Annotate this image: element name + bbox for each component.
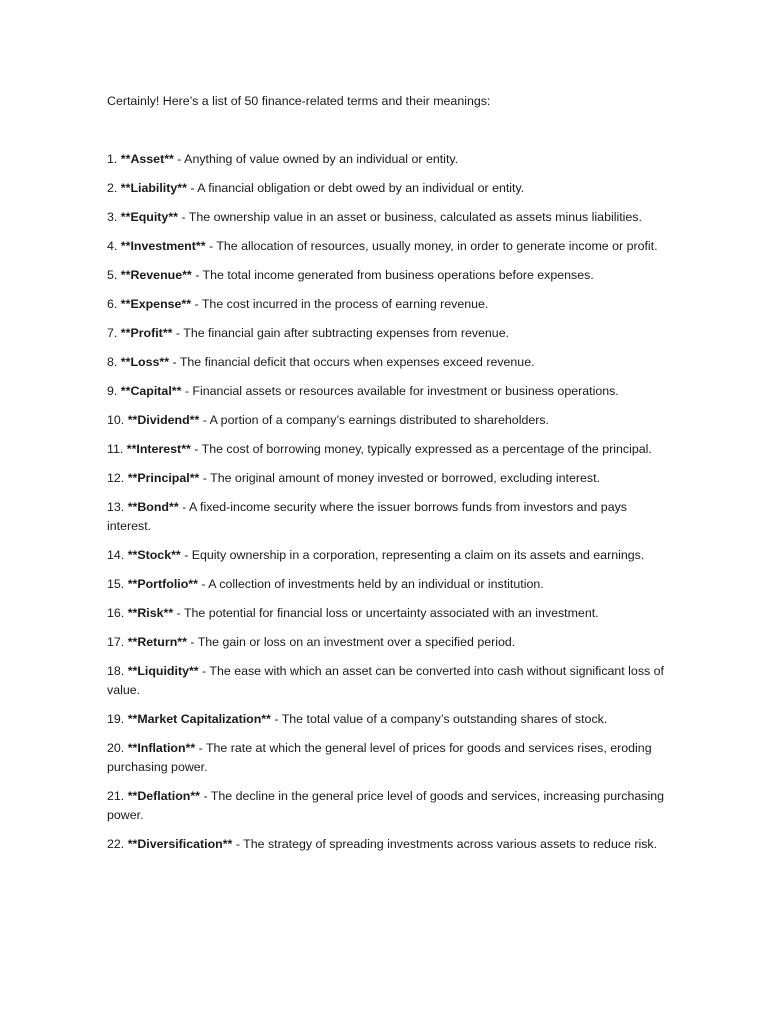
markdown-marker: ** (188, 577, 198, 591)
list-item (107, 662, 668, 700)
item-number: 14. (107, 548, 125, 562)
item-definition: - Anything of value owned by an individual or entity. (173, 152, 459, 166)
list-item (107, 604, 668, 623)
item-number: 5. (107, 268, 118, 282)
item-definition: - The gain or loss on an investment over a specified period. (186, 635, 516, 649)
list-item (107, 835, 668, 854)
item-number: 22. (107, 837, 125, 851)
markdown-marker: ** (171, 384, 182, 398)
markdown-marker: ** (120, 384, 131, 398)
list-item (107, 150, 668, 169)
item-number: 17. (107, 635, 125, 649)
list-item (107, 411, 668, 430)
list-item (107, 382, 668, 401)
list-item (107, 575, 668, 594)
item-number: 2. (107, 181, 118, 195)
item-term: Inflation (137, 741, 186, 755)
markdown-marker: ** (127, 606, 138, 620)
markdown-marker: ** (163, 606, 174, 620)
item-number: 18. (107, 664, 125, 678)
markdown-marker: ** (189, 471, 200, 485)
item-definition: - The total income generated from business operations before expenses. (191, 268, 594, 282)
item-term: Liability (130, 181, 178, 195)
item-number: 7. (107, 326, 118, 340)
item-term: Bond (137, 500, 169, 514)
list-item (107, 739, 668, 777)
item-definition: - The financial gain after subtracting expenses from revenue. (172, 326, 510, 340)
item-term: Stock (137, 548, 172, 562)
item-definition: - Financial assets or resources available for investment or business operations. (181, 384, 619, 398)
list-item (107, 633, 668, 652)
item-definition: - The strategy of spreading investments across various assets to reduce risk. (232, 837, 658, 851)
markdown-marker: ** (181, 442, 191, 456)
markdown-marker: ** (120, 239, 131, 253)
item-term: Return (137, 635, 178, 649)
item-number: 12. (107, 471, 125, 485)
item-number: 8. (107, 355, 118, 369)
markdown-marker: ** (127, 712, 138, 726)
markdown-marker: ** (261, 712, 271, 726)
markdown-marker: ** (120, 268, 131, 282)
markdown-marker: ** (177, 635, 187, 649)
item-definition: - A portion of a company’s earnings distributed to shareholders. (199, 413, 549, 427)
markdown-marker: ** (127, 577, 138, 591)
item-number: 4. (107, 239, 118, 253)
item-number: 11. (107, 442, 124, 456)
markdown-marker: ** (120, 355, 131, 369)
list-item (107, 498, 668, 536)
item-definition: - The ownership value in an asset or business, calculated as assets minus liabilities. (177, 210, 642, 224)
item-term: Risk (137, 606, 164, 620)
markdown-marker: ** (171, 548, 181, 562)
markdown-marker: ** (177, 181, 187, 195)
markdown-marker: ** (182, 268, 192, 282)
item-number: 21. (107, 789, 125, 803)
markdown-marker: ** (159, 355, 170, 369)
item-number: 19. (107, 712, 125, 726)
item-definition: - The total value of a company’s outstanding shares of stock. (270, 712, 608, 726)
markdown-marker: ** (188, 664, 199, 678)
markdown-marker: ** (127, 837, 138, 851)
list-item (107, 266, 668, 285)
item-term: Equity (130, 210, 169, 224)
item-number: 10. (107, 413, 125, 427)
markdown-marker: ** (127, 471, 138, 485)
item-term: Profit (130, 326, 163, 340)
item-term: Principal (137, 471, 190, 485)
item-number: 16. (107, 606, 125, 620)
item-term: Capital (130, 384, 172, 398)
item-definition: - A financial obligation or debt owed by an individual or entity. (186, 181, 525, 195)
list-item (107, 440, 668, 459)
markdown-marker: ** (222, 837, 233, 851)
markdown-marker: ** (127, 548, 138, 562)
item-definition: - The ease with which an asset can be converted into cash without significant loss of value. (107, 664, 664, 697)
item-number: 15. (107, 577, 125, 591)
item-term: Investment (130, 239, 196, 253)
item-term: Interest (136, 442, 182, 456)
markdown-marker: ** (127, 664, 138, 678)
list-item (107, 324, 668, 343)
item-definition: - The allocation of resources, usually money, in order to generate income or profit. (205, 239, 658, 253)
markdown-marker: ** (169, 500, 179, 514)
markdown-marker: ** (190, 789, 201, 803)
item-number: 6. (107, 297, 118, 311)
item-definition: - Equity ownership in a corporation, representing a claim on its assets and earnings. (180, 548, 645, 562)
markdown-marker: ** (164, 152, 174, 166)
markdown-marker: ** (185, 741, 196, 755)
list-item (107, 208, 668, 227)
item-definition: - The financial deficit that occurs when expenses exceed revenue. (169, 355, 535, 369)
list-item (107, 469, 668, 488)
markdown-marker: ** (127, 635, 138, 649)
item-term: Expense (130, 297, 182, 311)
list-item (107, 546, 668, 565)
item-definition: - The decline in the general price level of goods and services, increasing purchasing power. (107, 789, 665, 822)
item-number: 13. (107, 500, 125, 514)
item-definition: - The original amount of money invested or borrowed, excluding interest. (199, 471, 600, 485)
markdown-marker: ** (120, 210, 131, 224)
item-term: Asset (130, 152, 165, 166)
item-definition: - The cost incurred in the process of earning revenue. (191, 297, 489, 311)
item-definition: - The potential for financial loss or uncertainty associated with an investment. (173, 606, 599, 620)
markdown-marker: ** (127, 741, 138, 755)
item-term: Revenue (130, 268, 183, 282)
item-term: Dividend (137, 413, 190, 427)
item-term: Diversification (137, 837, 223, 851)
intro-text: Certainly! Here’s a list of 50 finance-related terms and their meanings: (107, 94, 491, 108)
item-number: 1. (107, 152, 118, 166)
item-definition: - The cost of borrowing money, typically expressed as a percentage of the principal. (190, 442, 652, 456)
list-item (107, 295, 668, 314)
item-number: 20. (107, 741, 125, 755)
item-definition: - A collection of investments held by an individual or institution. (197, 577, 544, 591)
list-item (107, 710, 668, 729)
markdown-marker: ** (127, 413, 138, 427)
item-number: 3. (107, 210, 118, 224)
markdown-marker: ** (120, 152, 131, 166)
markdown-marker: ** (127, 789, 138, 803)
list-item (107, 237, 668, 256)
item-definition: - A fixed-income security where the issuer borrows funds from investors and pays interest. (107, 500, 627, 533)
item-definition: - The rate at which the general level of prices for goods and services rises, eroding purchasing power. (107, 741, 652, 774)
list-item (107, 787, 668, 825)
item-term: Market Capitalization (137, 712, 262, 726)
markdown-marker: ** (120, 297, 131, 311)
list-item (107, 353, 668, 372)
markdown-marker: ** (189, 413, 200, 427)
list-item (107, 179, 668, 198)
markdown-marker: ** (127, 500, 138, 514)
item-number: 9. (107, 384, 118, 398)
markdown-marker: ** (162, 326, 173, 340)
markdown-marker: ** (181, 297, 192, 311)
markdown-marker: ** (120, 326, 131, 340)
terms-list (107, 150, 668, 854)
item-term: Loss (130, 355, 160, 369)
item-term: Deflation (137, 789, 191, 803)
markdown-marker: ** (168, 210, 178, 224)
markdown-marker: ** (120, 181, 131, 195)
markdown-marker: ** (195, 239, 206, 253)
item-term: Portfolio (137, 577, 189, 591)
item-term: Liquidity (137, 664, 189, 678)
markdown-marker: ** (126, 442, 137, 456)
